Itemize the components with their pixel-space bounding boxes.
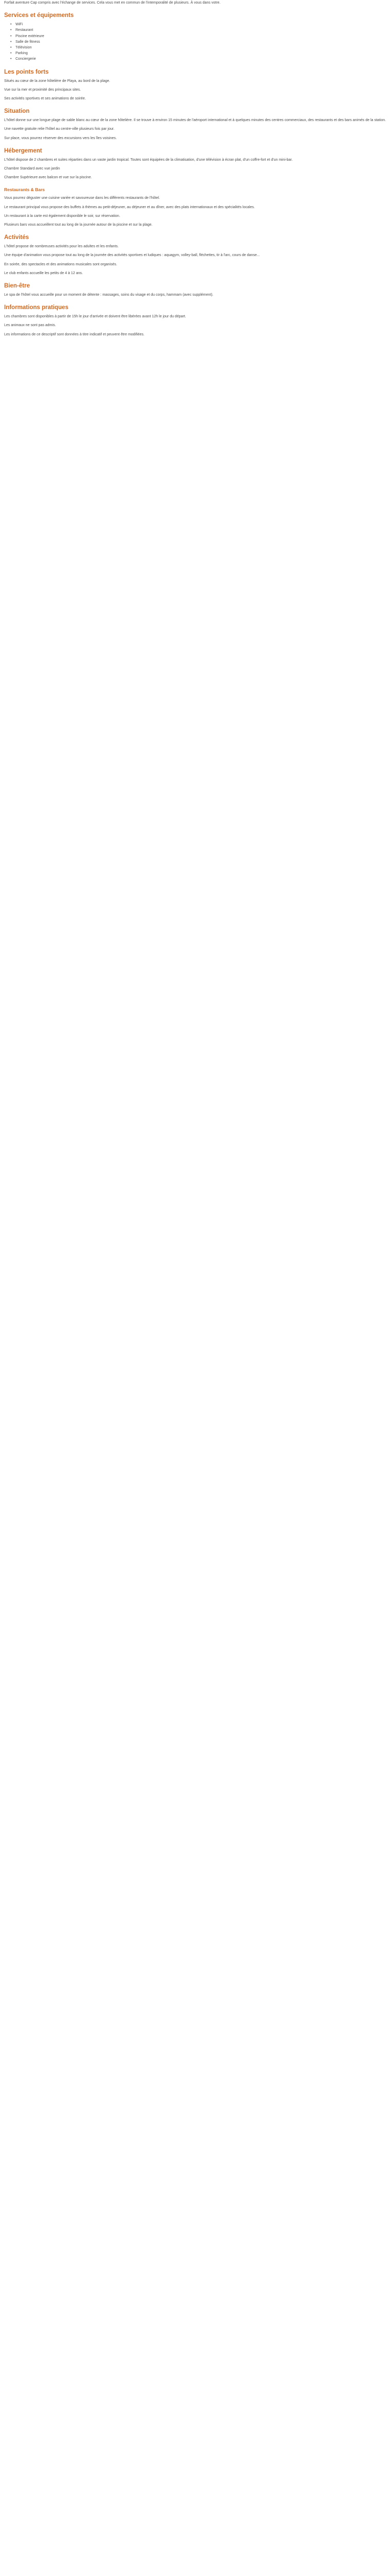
paragraph: Un restaurant à la carte est également disponible le soir, sur réservation. xyxy=(4,214,120,218)
list-item: • Télévision xyxy=(15,45,387,50)
section-heading: Les points forts xyxy=(4,69,49,75)
paragraph: Les informations de ce descriptif sont données à titre indicatif et peuvent être modifiées. xyxy=(4,332,144,336)
paragraph: Le restaurant principal vous propose des buffets à thèmes au petit-déjeuner, au déjeuner et au dîner, avec des plats internationaux et des spécialités locales. xyxy=(4,205,255,209)
list-item: • Conciergerie xyxy=(15,56,387,62)
list-item: • Parking xyxy=(15,50,387,56)
paragraph: Les chambres sont disponibles à partir de 15h le jour d'arrivée et doivent être libérées avant 12h le jour du départ. xyxy=(4,315,186,319)
paragraph: Une navette gratuite relie l'hôtel au centre-ville plusieurs fois par jour. xyxy=(4,127,115,131)
paragraph: Sur place, vous pourrez réserver des excursions vers les îles voisines. xyxy=(4,136,117,140)
section-heading: Bien-être xyxy=(4,283,30,290)
paragraph: L'hôtel propose de nombreuses activités pour les adultes et les enfants. xyxy=(4,245,119,249)
paragraph: Le club enfants accueille les petits de 4 à 12 ans. xyxy=(4,271,83,275)
paragraph: Situés au cœur de la zone hôtelière de Playa, au bord de la plage. xyxy=(4,79,110,83)
paragraph: L'hôtel dispose de 2 chambres et suites réparties dans un vaste jardin tropical. Toutes sont équipées de la climatisation, d'une télévision à écran plat, d'un coffre-fort et d'un mini-bar. xyxy=(4,158,293,162)
section-heading: Restaurants & Bars xyxy=(4,187,45,193)
paragraph: Plusieurs bars vous accueillent tout au long de la journée autour de la piscine et sur la plage. xyxy=(4,223,153,227)
list-item: • Salle de fitness xyxy=(15,39,387,45)
paragraph: Chambre Standard avec vue jardin xyxy=(4,167,60,171)
paragraph: Forfait aventure Cap compris avec l'échange de services. Cela vous met en commun de l'intemporalité de plusieurs. À vous dans votre. xyxy=(4,1,221,5)
paragraph: Vue sur la mer et proximité des principaux sites. xyxy=(4,88,81,92)
paragraph: Les animaux ne sont pas admis. xyxy=(4,324,56,328)
bullet-list xyxy=(4,22,387,62)
paragraph: Chambre Supérieure avec balcon et vue sur la piscine. xyxy=(4,176,92,180)
list-item: • Restaurant xyxy=(15,27,387,33)
section-heading: Informations pratiques xyxy=(4,304,69,311)
section-heading: Hébergement xyxy=(4,147,42,154)
section-heading: Services et équipements xyxy=(4,12,74,19)
paragraph: Une équipe d'animation vous propose tout au long de la journée des activités sportives et ludiques : aquagym, volley-ball, fléchettes, tir à l'arc, cours de danse... xyxy=(4,253,260,258)
section-heading: Activités xyxy=(4,234,29,241)
list-item: • Piscine extérieure xyxy=(15,33,387,39)
paragraph: Ses activités sportives et ses animations de soirée. xyxy=(4,97,86,101)
paragraph: L'hôtel donne sur une longue plage de sable blanc au cœur de la zone hôtelière. Il se trouve à environ 15 minutes de l'aéroport international et à quelques minutes des centres commerciaux, des restaurants et des bars animés de la station. xyxy=(4,118,386,123)
section-heading: Situation xyxy=(4,108,30,115)
paragraph: En soirée, des spectacles et des animations musicales sont organisés. xyxy=(4,262,118,266)
paragraph: Le spa de l'hôtel vous accueille pour un moment de détente : massages, soins du visage et du corps, hammam (avec supplément). xyxy=(4,293,214,297)
paragraph: Vous pourrez déguster une cuisine variée et savoureuse dans les différents restaurants de l'hôtel. xyxy=(4,196,160,200)
list-item: • WiFi xyxy=(15,22,387,27)
